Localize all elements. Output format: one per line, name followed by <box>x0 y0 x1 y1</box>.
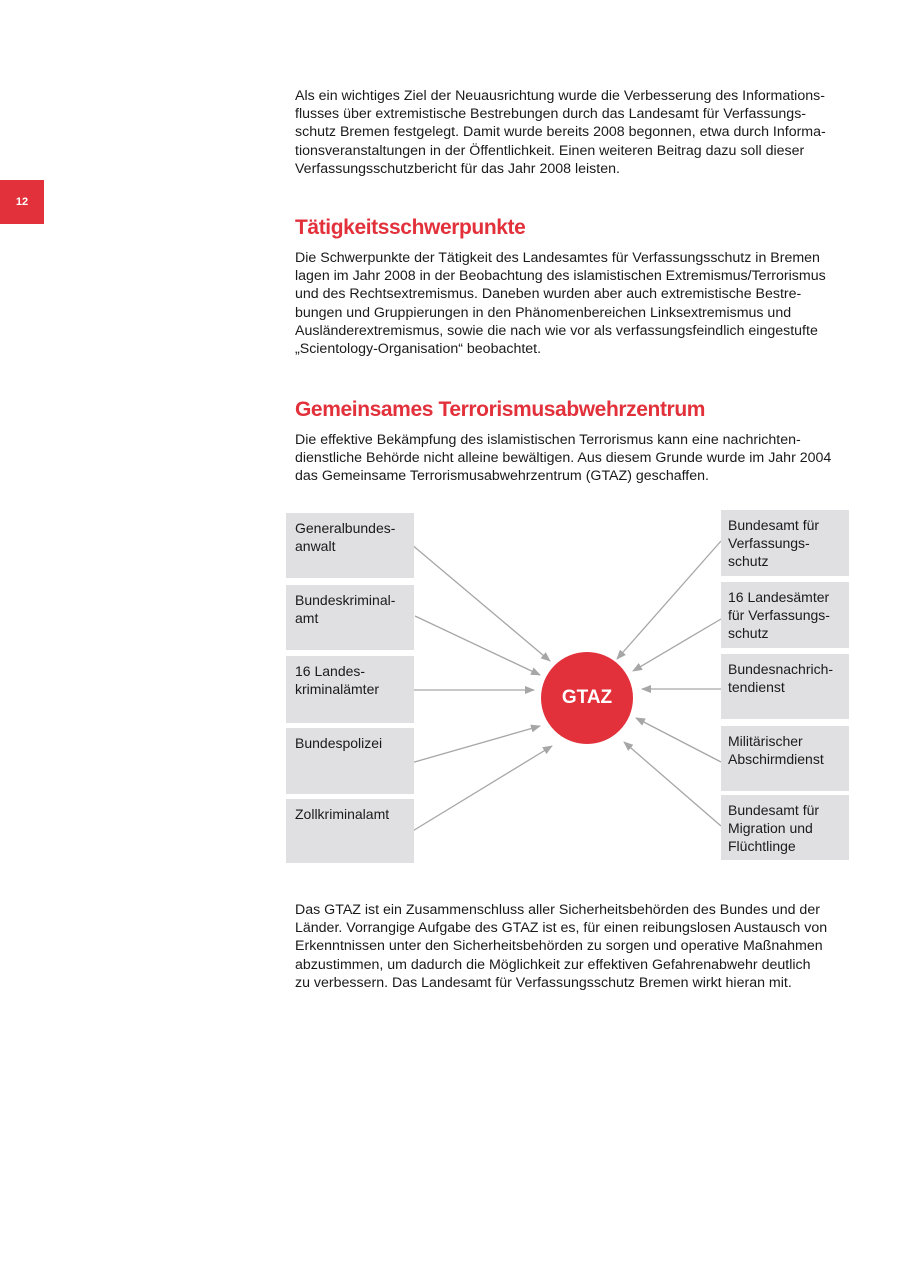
text-line: Ausländerextremismus, sowie die nach wie vor als verfassungsfeindlich eingestufte <box>295 322 818 339</box>
gtaz-hub-circle <box>541 652 633 744</box>
box-label: Bundesnachrich- <box>728 661 834 677</box>
box-label: 16 Landes- <box>295 663 366 679</box>
text-line: Das GTAZ ist ein Zusammenschluss aller Sicherheitsbehörden des Bundes und der <box>295 902 820 918</box>
text-line: bungen und Gruppierungen in den Phänomenbereichen Linksextremismus und <box>295 304 792 321</box>
text-line: dienstliche Behörde nicht alleine bewältigen. Aus diesem Grunde wurde im Jahr 2004 <box>295 450 832 467</box>
box-label: Abschirmdienst <box>728 751 824 767</box>
box-label: amt <box>295 610 319 626</box>
box-label: Zollkriminalamt <box>295 806 390 822</box>
authority-box-bamf <box>721 795 849 860</box>
section-heading-gtaz: Gemeinsames Terrorismusabwehrzentrum <box>295 398 706 421</box>
text-line: Verfassungsschutzbericht für das Jahr 2008 leisten. <box>295 160 620 177</box>
text-line: Erkenntnissen unter den Sicherheitsbehörden zu sorgen und operative Maßnahmen <box>295 938 823 955</box>
box-label: Migration und <box>728 820 813 836</box>
authority-box-generalbundesanwalt <box>286 513 414 578</box>
box-label: anwalt <box>295 538 336 554</box>
arrow-line <box>411 746 552 832</box>
authority-box-bundespolizei <box>286 728 414 794</box>
authority-box-landeskriminalaemter <box>286 656 414 723</box>
text-line: flusses über extremistische Bestrebungen durch das Landesamt für Verfassungs- <box>295 106 807 123</box>
box-label: schutz <box>728 553 769 569</box>
text-line: das Gemeinsame Terrorismusabwehrzentrum (GTAZ) geschaffen. <box>295 468 709 485</box>
box-label: für Verfassungs- <box>728 607 830 623</box>
box-label: Militärischer <box>728 733 803 749</box>
arrow-line <box>617 541 721 659</box>
text-line: Die Schwerpunkte der Tätigkeit des Landesamtes für Verfassungsschutz in Bremen <box>295 250 820 266</box>
box-label: schutz <box>728 625 769 641</box>
box-label: Generalbundes- <box>295 520 396 536</box>
authority-box-bundesnachrichtendienst <box>721 654 849 719</box>
text-line: zu verbessern. Das Landesamt für Verfassungsschutz Bremen wirkt hieran mit. <box>295 974 792 991</box>
text-line: schutz Bremen festgelegt. Damit wurde bereits 2008 begonnen, etwa durch Informa- <box>295 124 826 141</box>
box-label: Bundespolizei <box>295 735 383 751</box>
text-line: abzustimmen, um dadurch die Möglichkeit zur effektiven Gefahrenabwehr deutlich <box>295 956 811 973</box>
box-label: Bundeskriminal- <box>295 592 396 608</box>
text-line: Die effektive Bekämpfung des islamistischen Terrorismus kann eine nachrichten- <box>295 432 801 448</box>
authority-box-bundeskriminalamt <box>286 585 414 650</box>
authority-box-landesaemter-verfassungsschutz <box>721 582 849 648</box>
arrow-line <box>415 616 540 675</box>
box-label: kriminalämter <box>295 681 380 697</box>
section-heading-taetigkeitsschwerpunkte: Tätigkeitsschwerpunkte <box>295 216 526 239</box>
text-line: tionsveranstaltungen in der Öffentlichkeit. Einen weiteren Beitrag dazu soll dieser <box>295 142 805 159</box>
box-label: Bundesamt für <box>728 802 820 818</box>
box-label: Flüchtlinge <box>728 838 796 854</box>
authority-box-zollkriminalamt <box>286 799 414 863</box>
text-line: Als ein wichtiges Ziel der Neuausrichtung wurde die Verbesserung des Informations- <box>295 88 825 104</box>
text-line: lagen im Jahr 2008 in der Beobachtung des islamistischen Extremismus/Terrorismus <box>295 268 826 285</box>
gtaz-hub-label: GTAZ <box>561 687 613 708</box>
text-line: Länder. Vorrangige Aufgabe des GTAZ ist es, für einen reibungslosen Austausch von <box>295 920 828 937</box>
text-line: und des Rechtsextremismus. Daneben wurden aber auch extremistische Bestre- <box>295 286 802 303</box>
box-label: Verfassungs- <box>728 535 810 551</box>
authority-box-bundesamt-verfassungsschutz <box>721 510 849 576</box>
authority-box-mad <box>721 726 849 791</box>
box-label: tendienst <box>728 679 785 695</box>
arrow-line <box>411 544 550 661</box>
box-label: Bundesamt für <box>728 517 820 533</box>
closing-paragraph <box>295 901 840 992</box>
box-label: 16 Landesämter <box>728 589 830 605</box>
page-number: 12 <box>15 196 29 208</box>
text-line: „Scientology-Organisation“ beobachtet. <box>295 341 542 358</box>
arrow-line <box>411 726 540 763</box>
arrow-line <box>636 718 721 762</box>
